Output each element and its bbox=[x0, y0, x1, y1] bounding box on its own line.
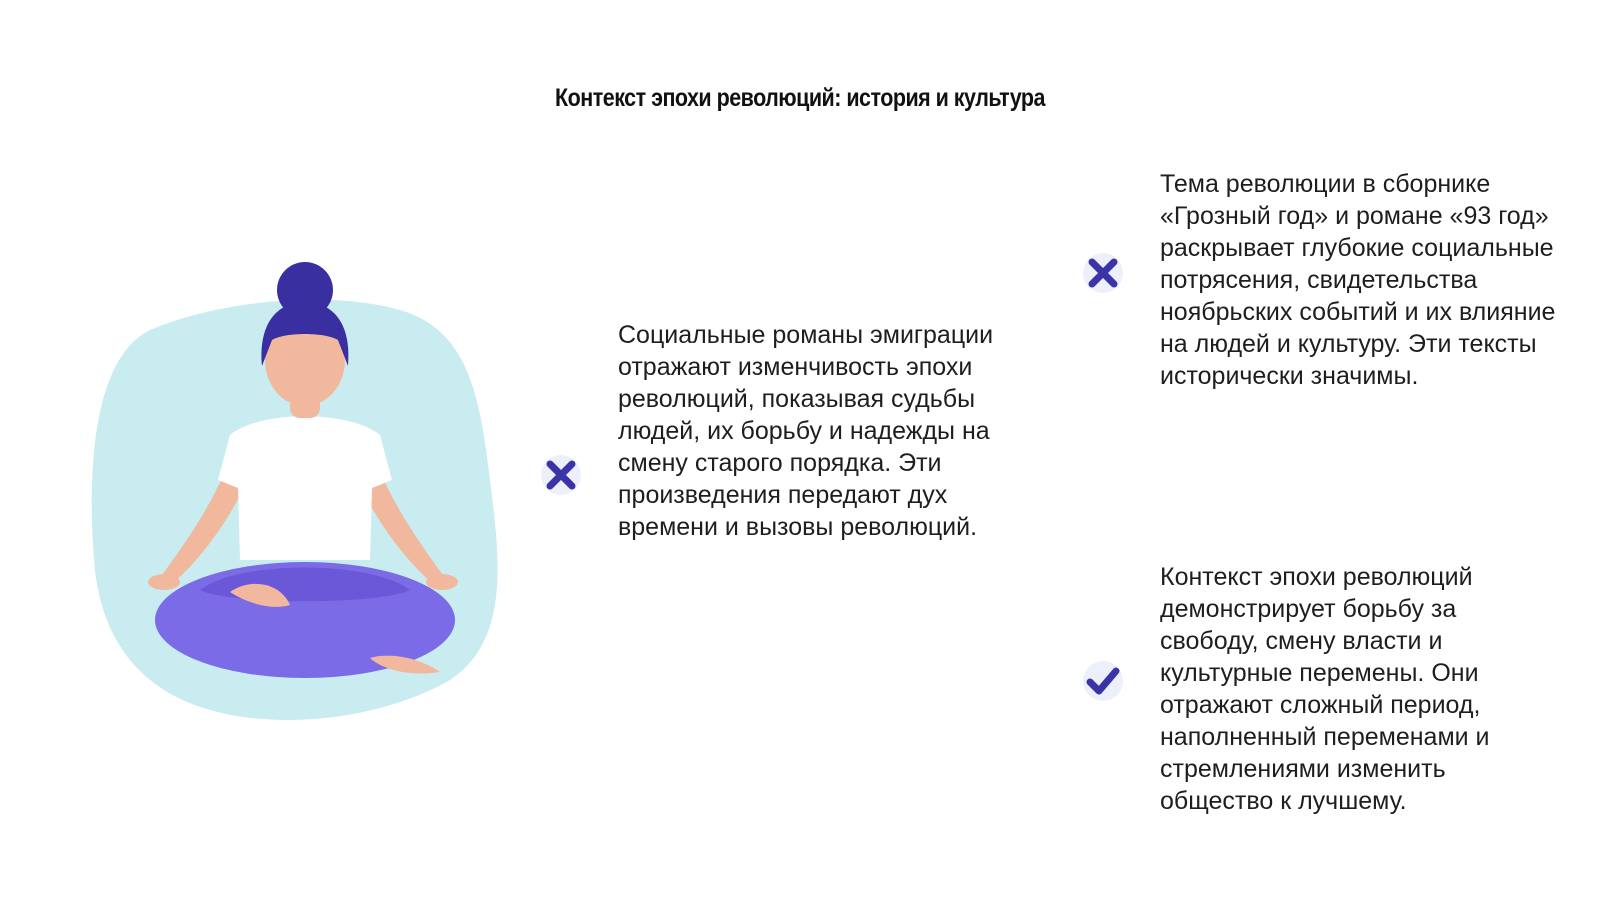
item-text-revolution-theme: Тема революции в сборнике «Грозный год» и романе «93 год» раскрывает глубокие социальные потрясения, свидетельства ноябрьских событий и их влияние на людей и культуру. Эти тексты исторически значимы. bbox=[1160, 170, 1556, 390]
illustration-hair-bun bbox=[277, 262, 333, 318]
item-text-emigration-novels: Социальные романы эмиграции отражают изменчивость эпохи революций, показывая судьбы людей, их борьбу и надежды на смену старого порядка. Эти произведения передают дух времени и вызовы революций. bbox=[618, 321, 994, 541]
illustration-hand-right bbox=[426, 574, 458, 590]
cross-icon bbox=[538, 452, 584, 498]
meditating-woman-illustration bbox=[80, 260, 530, 740]
illustration-hand-left bbox=[148, 574, 180, 590]
slide-title: Контекст эпохи революций: история и культура bbox=[555, 84, 1045, 112]
cross-icon bbox=[1080, 250, 1126, 296]
item-text-revolution-context: Контекст эпохи революций демонстрирует борьбу за свободу, смену власти и культурные перемены. Они отражают сложный период, наполненный переменами и стремлениями изменить общество к лучшему. bbox=[1160, 563, 1490, 815]
check-icon bbox=[1080, 658, 1126, 704]
meditating-woman-svg bbox=[80, 260, 530, 740]
illustration-shirt bbox=[218, 416, 392, 560]
